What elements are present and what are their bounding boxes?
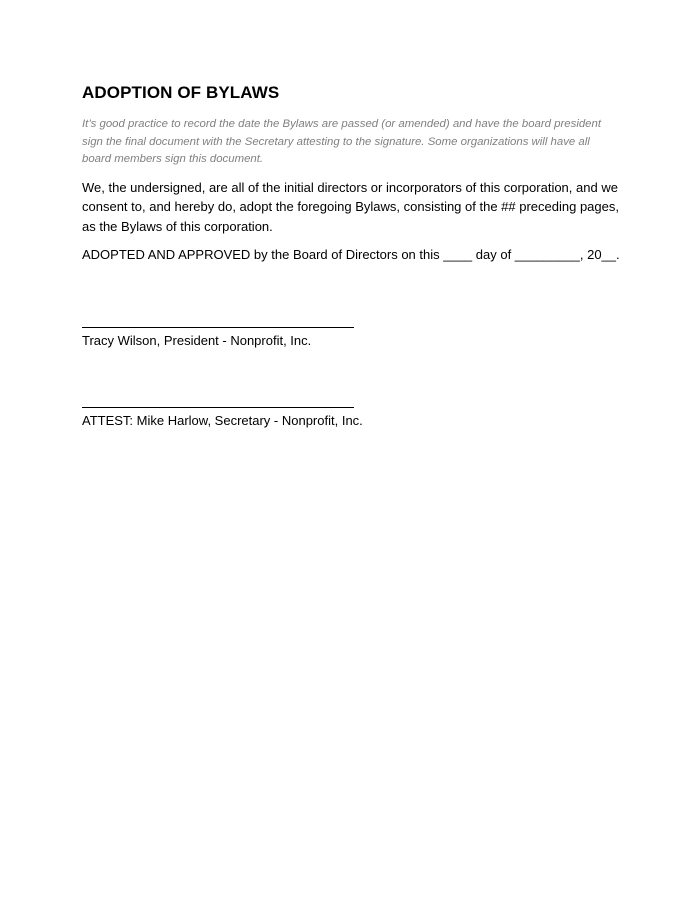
president-signature-line: [82, 327, 354, 328]
document-body: [82, 82, 622, 274]
document-title: ADOPTION OF BYLAWS: [82, 83, 280, 102]
consent-paragraph: We, the undersigned, are all of the initial directors or incorporators of this corporation, and we consent to, and hereby do, adopt the foregoing Bylaws, consisting of the ## preceding pages, as the Bylaws of this corporation.: [82, 179, 619, 234]
president-signature-label: Tracy Wilson, President - Nonprofit, Inc.: [82, 333, 312, 348]
adoption-date-line: ADOPTED AND APPROVED by the Board of Directors on this ____ day of _________, 20__.: [82, 247, 620, 262]
secretary-signature-line: [82, 407, 354, 408]
president-signature-block: [82, 327, 354, 350]
secretary-signature-block: [82, 407, 363, 430]
secretary-signature-label: ATTEST: Mike Harlow, Secretary - Nonprofit, Inc.: [82, 413, 363, 428]
guidance-note: It’s good practice to record the date the Bylaws are passed (or amended) and have the board president sign the final document with the Secretary attesting to the signature. Some organizations will have all board members sign this document.: [82, 118, 602, 165]
